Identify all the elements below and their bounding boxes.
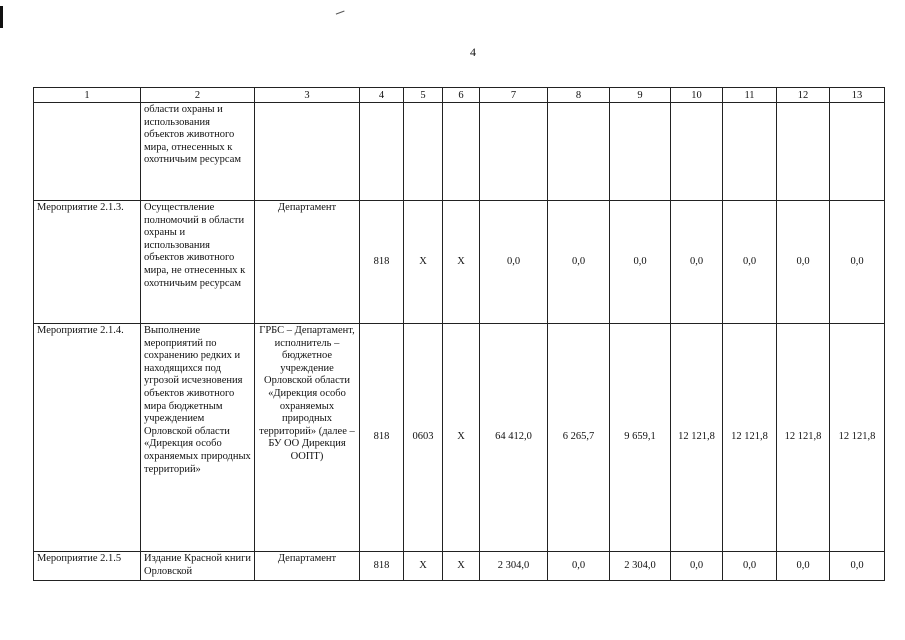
column-number: 12: [777, 88, 830, 103]
value-cell: [404, 103, 443, 201]
scan-edge-mark: [0, 6, 3, 28]
value-cell: 0603: [404, 324, 443, 552]
value-cell: 0,0: [480, 201, 548, 324]
value-cell: [830, 103, 885, 201]
value-cell: [548, 103, 610, 201]
value-cell: 0,0: [671, 552, 723, 581]
value-cell: 0,0: [610, 201, 671, 324]
value-cell: 6 265,7: [548, 324, 610, 552]
value-cell: [671, 103, 723, 201]
column-number: 11: [723, 88, 777, 103]
column-number: 9: [610, 88, 671, 103]
measure-code: Мероприятие 2.1.5: [34, 552, 141, 581]
value-cell: 2 304,0: [480, 552, 548, 581]
value-cell: 12 121,8: [723, 324, 777, 552]
column-number: 10: [671, 88, 723, 103]
measure-code: Мероприятие 2.1.4.: [34, 324, 141, 552]
column-number: 1: [34, 88, 141, 103]
column-number: 4: [360, 88, 404, 103]
measure-description: области охраны и использования объектов животного мира, отнесенных к охотничьим ресурсам: [141, 103, 255, 201]
value-cell: Х: [443, 201, 480, 324]
table-row: [34, 103, 885, 201]
measure-description: Выполнение мероприятий по сохранению редких и находящихся под угрозой исчезновения объектов животного мира бюджетным учреждением Орловской области «Дирекция особо охраняемых природных территорий»: [141, 324, 255, 552]
value-cell: 12 121,8: [830, 324, 885, 552]
column-number: 5: [404, 88, 443, 103]
responsible-party: [255, 103, 360, 201]
column-number: 7: [480, 88, 548, 103]
value-cell: [610, 103, 671, 201]
value-cell: 12 121,8: [671, 324, 723, 552]
value-cell: 818: [360, 324, 404, 552]
value-cell: 12 121,8: [777, 324, 830, 552]
scan-speck: [336, 11, 345, 17]
column-number: 2: [141, 88, 255, 103]
measure-description: Осуществление полномочий в области охраны и использования объектов животного мира, не отнесенных к охотничьим ресурсам: [141, 201, 255, 324]
value-cell: 0,0: [548, 201, 610, 324]
value-cell: 0,0: [830, 552, 885, 581]
value-cell: 0,0: [723, 552, 777, 581]
column-number: 3: [255, 88, 360, 103]
value-cell: 0,0: [671, 201, 723, 324]
value-cell: [723, 103, 777, 201]
value-cell: 0,0: [830, 201, 885, 324]
column-number-row: [34, 88, 885, 103]
budget-table: [33, 87, 885, 581]
column-number: 8: [548, 88, 610, 103]
value-cell: 818: [360, 201, 404, 324]
value-cell: 0,0: [723, 201, 777, 324]
value-cell: 0,0: [548, 552, 610, 581]
responsible-party: Департамент: [255, 552, 360, 581]
measure-description: Издание Красной книги Орловской: [141, 552, 255, 581]
responsible-party: Департамент: [255, 201, 360, 324]
page-number: 4: [470, 45, 476, 59]
table-row: [34, 201, 885, 324]
value-cell: 0,0: [777, 552, 830, 581]
value-cell: [480, 103, 548, 201]
value-cell: 2 304,0: [610, 552, 671, 581]
table-row: [34, 324, 885, 552]
column-number: 13: [830, 88, 885, 103]
measure-code: Мероприятие 2.1.3.: [34, 201, 141, 324]
value-cell: [443, 103, 480, 201]
value-cell: 9 659,1: [610, 324, 671, 552]
measure-code: [34, 103, 141, 201]
value-cell: [777, 103, 830, 201]
value-cell: 818: [360, 552, 404, 581]
responsible-party: ГРБС – Департамент, исполнитель – бюджетное учреждение Орловской области «Дирекция особо охраняемых природных территорий» (далее – БУ ОО Дирекция ООПТ): [255, 324, 360, 552]
value-cell: Х: [404, 201, 443, 324]
table-row: [34, 552, 885, 581]
value-cell: Х: [443, 324, 480, 552]
value-cell: 64 412,0: [480, 324, 548, 552]
value-cell: Х: [443, 552, 480, 581]
value-cell: [360, 103, 404, 201]
value-cell: Х: [404, 552, 443, 581]
column-number: 6: [443, 88, 480, 103]
value-cell: 0,0: [777, 201, 830, 324]
